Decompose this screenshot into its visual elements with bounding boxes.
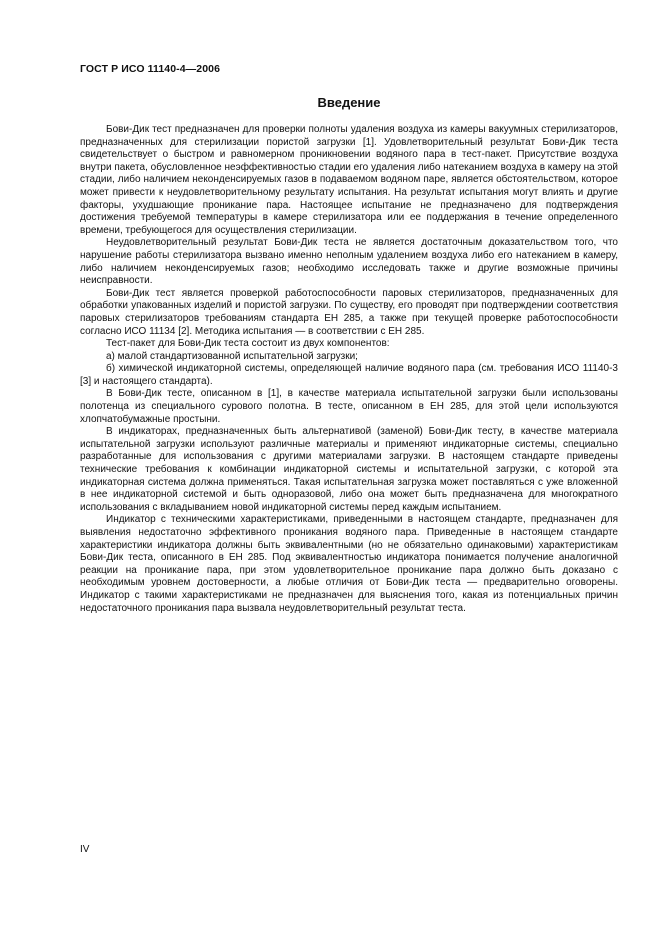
- paragraph: Бови-Дик тест предназначен для проверки полноты удаления воздуха из камеры вакуумных стерилизаторов, предназначенных для стерилизации пористой загрузки [1]. Удовлетворительный результат Бови-Дик теста свидетельствует о быстром и равномерном проникновении водяного пара в тест-пакет. Присутствие воздуха внутри пакета, обусловленное неэффективностью стадии его удаления либо натеканием воздуха в камеру на этой стадии, либо наличием неконденсируемых газов в подаваемом водяном паре, является обстоятельством, которое может привести к неудовлетворительному результату испытания. На результат испытания могут влиять и другие факторы, ухудшающие проникание пара. Настоящее испытание не предназначено для подтверждения достижения требуемой температуры в камере стерилизатора или ее поддержания в течение определенного времени, требующегося для осуществления стерилизации.: [80, 124, 618, 236]
- document-header: ГОСТ Р ИСО 11140-4—2006: [80, 63, 221, 75]
- paragraph: Бови-Дик тест является проверкой работоспособности паровых стерилизаторов, предназначенных для обработки упакованных изделий и пористой загрузки. По существу, его проводят при подтверждении соответствия паровых стерилизаторов требованиям стандарта ЕН 285, а также при текущей проверке работоспособности согласно ИСО 11134 [2]. Методика испытания — в соответствии с ЕН 285.: [80, 287, 618, 337]
- section-title: Введение: [317, 95, 381, 110]
- paragraph: В индикаторах, предназначенных быть альтернативой (заменой) Бови-Дик тесту, в качестве материала испытательной загрузки используют различные материалы и применяют индикаторные системы, специально разработанные для использования с другими материалами загрузки. В настоящем стандарте приведены технические требования к комбинации индикаторной системы и испытательной загрузки, с которой эта индикаторная система должна применяться. Такая испытательная загрузка может поставляться с уже вложенной в нее индикаторной системой и быть одноразовой, либо она может быть предназначена для многократного использования с вкладыванием новой индикаторной системы перед каждым испытанием.: [80, 426, 618, 513]
- list-item: а) малой стандартизованной испытательной загрузки;: [106, 350, 358, 362]
- section-body: [80, 124, 618, 615]
- list-item: б) химической индикаторной системы, определяющей наличие водяного пара (см. требования ИСО 11140-3 [3] и настоящего стандарта).: [80, 363, 618, 387]
- paragraph: Индикатор с техническими характеристиками, приведенными в настоящем стандарте, предназначен для выявления недостаточно эффективного проникания водяного пара. Приведенные в настоящем стандарте характеристики индикатора должны быть эквивалентными (но не обязательно одинаковыми) характеристикам Бови-Дик теста, описанного в ЕН 285. Под эквивалентностью индикатора понимается получение аналогичной реакции на проникание пара, при этом удовлетворительное проникание пара должно быть доказано с необходимым уровнем достоверности, а любые отличия от Бови-Дик теста — предварительно оговорены. Индикатор с такими характеристиками не предназначен для выяснения того, какая из потенциальных причин недостаточного проникания пара вызвала неудовлетворительный результат теста.: [80, 514, 618, 614]
- paragraph: Неудовлетворительный результат Бови-Дик теста не является достаточным доказательством того, что нарушение работы стерилизатора вызвано именно неполным удалением воздуха либо его натеканием в камеру, либо наличием неконденсируемых газов; необходимо исследовать также и другие возможные причины неисправности.: [80, 237, 618, 287]
- paragraph: Тест-пакет для Бови-Дик теста состоит из двух компонентов:: [106, 338, 390, 350]
- page-number: IV: [80, 844, 90, 855]
- paragraph: В Бови-Дик тесте, описанном в [1], в качестве материала испытательной загрузки были использованы полотенца из специального сурового полотна. В тесте, описанном в ЕН 285, для этой цели используются хлопчатобумажные простыни.: [80, 388, 618, 425]
